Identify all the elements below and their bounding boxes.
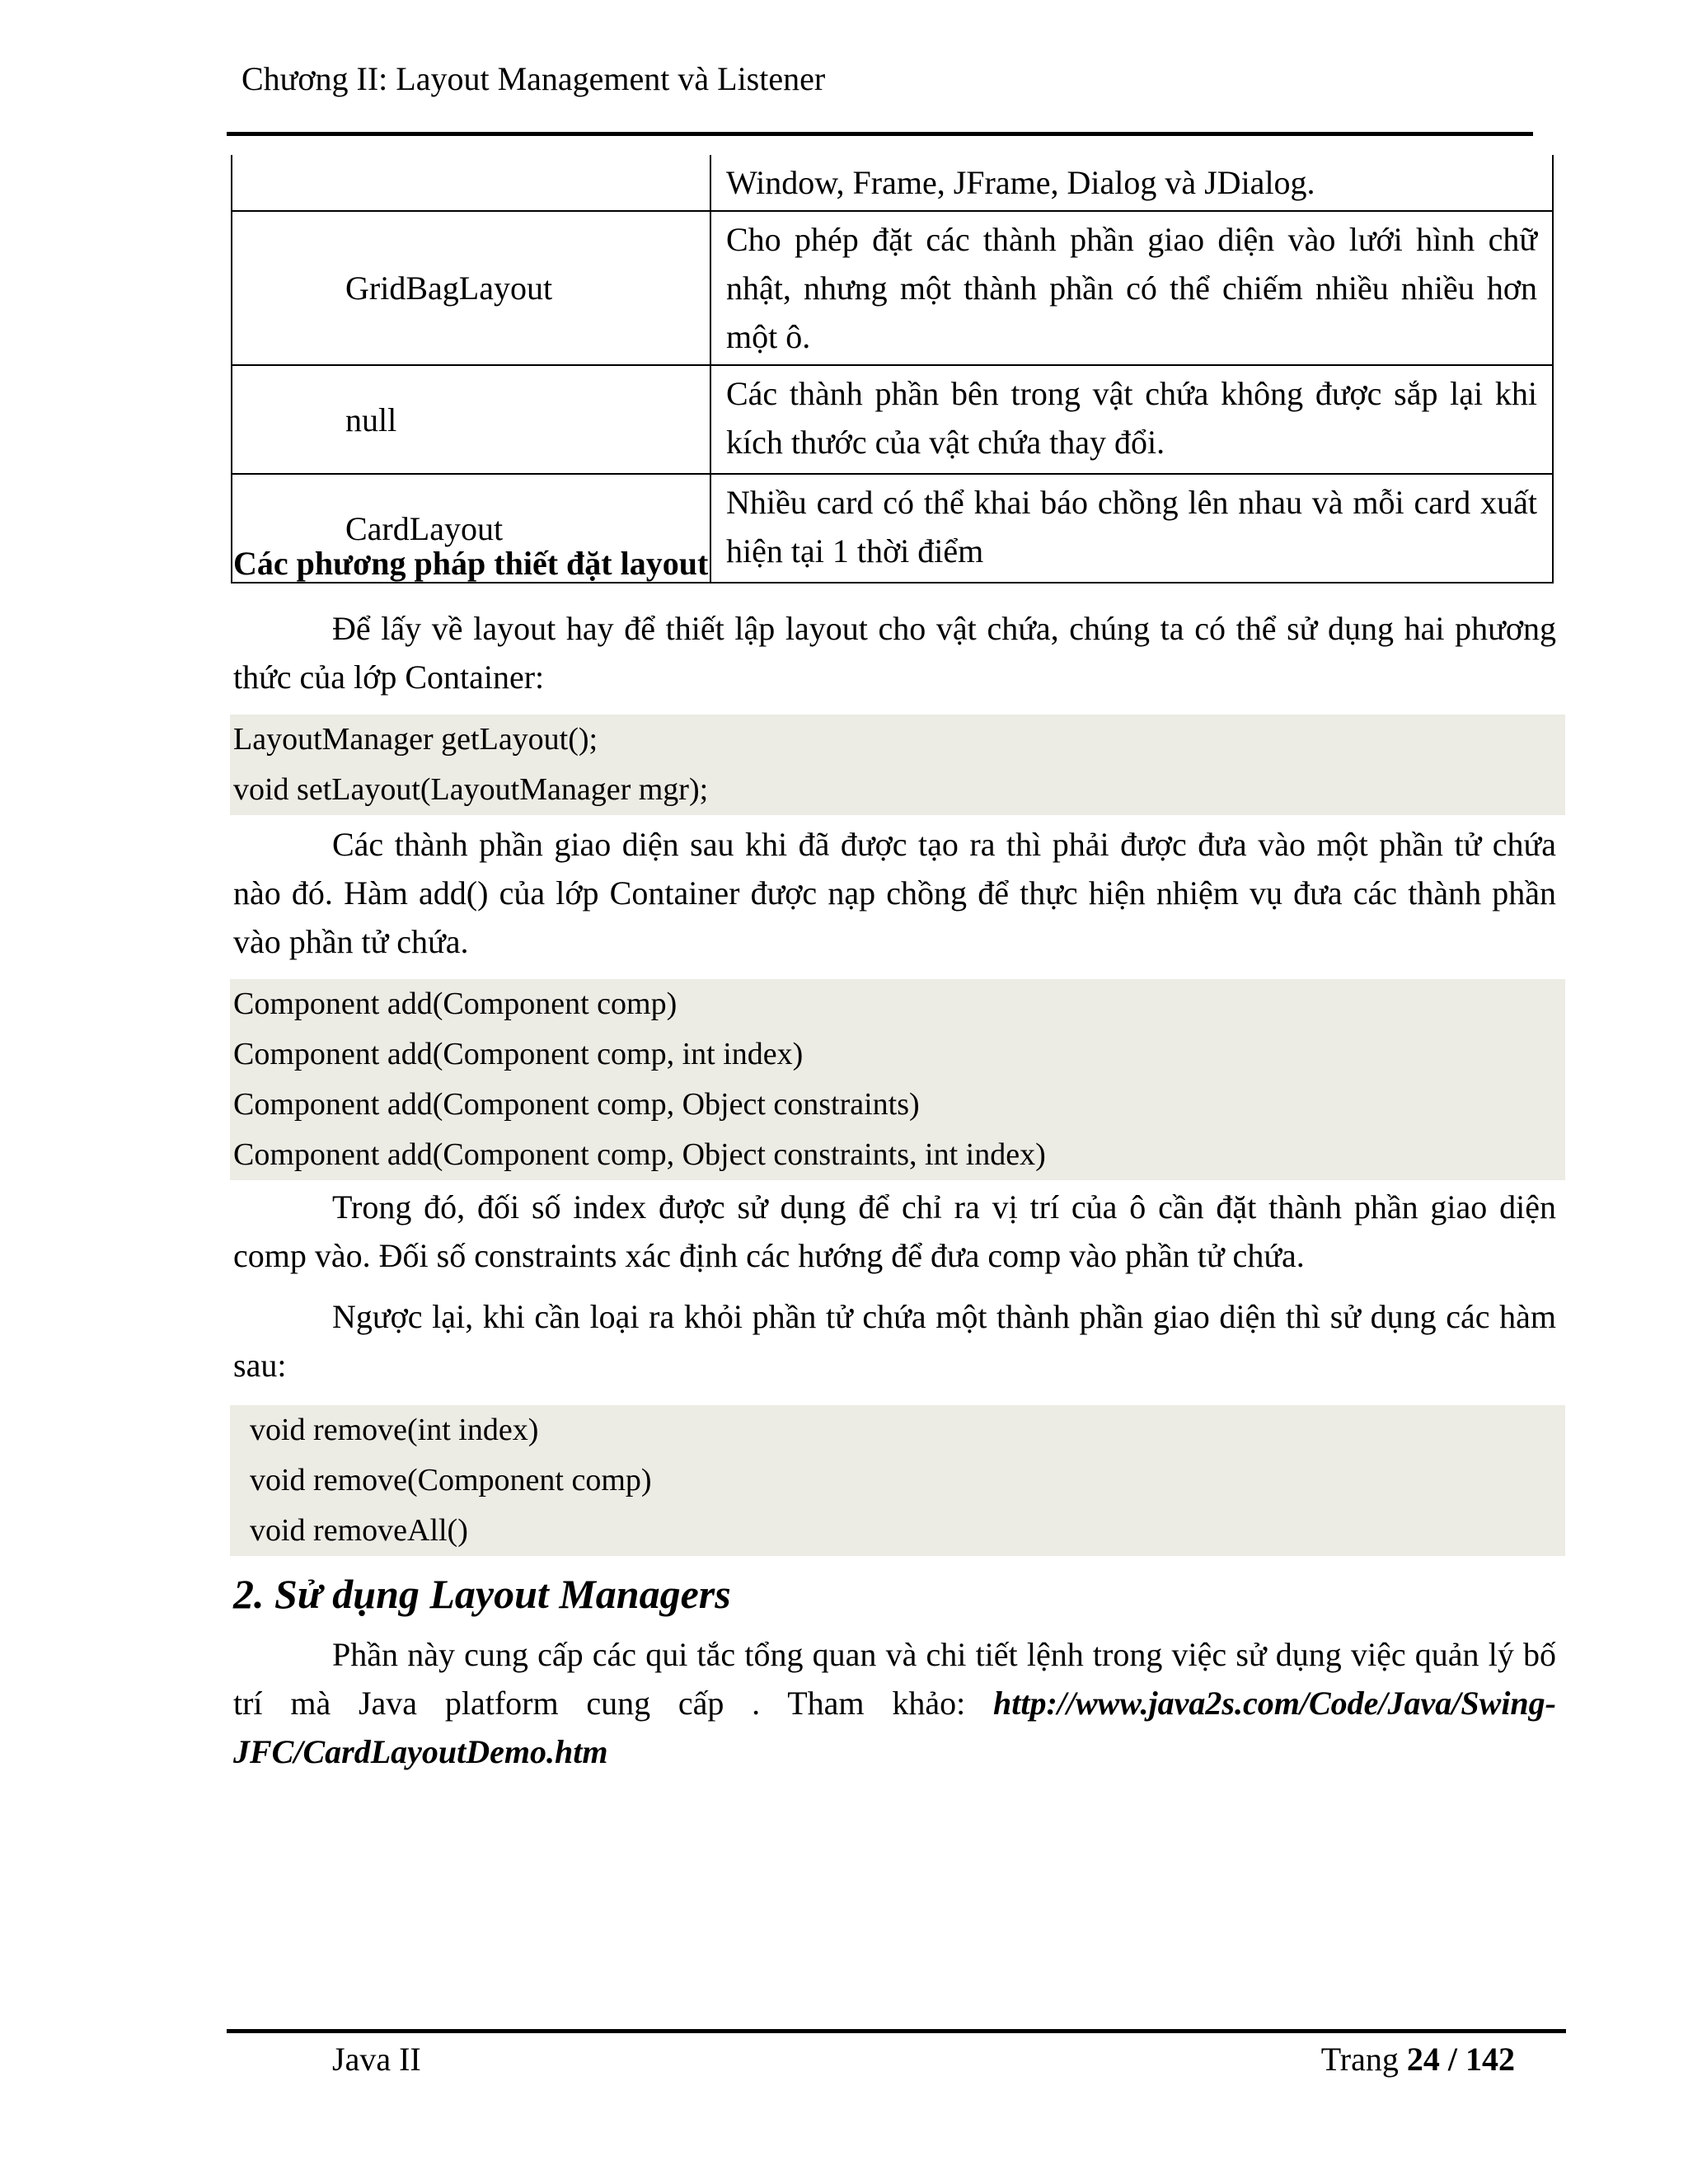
table-cell-name: GridBagLayout (232, 211, 710, 365)
footer-page-number (1321, 2040, 1515, 2079)
reference-link[interactable]: http://www.java2s.com/Code/Java/Swing-JFC/CardLayoutDemo.htm (233, 1685, 1556, 1770)
paragraph-5-text: Phần này cung cấp các qui tắc tổng quan và chi tiết lệnh trong việc sử dụng việc quản lý bố trí mà Java platform cung cấp . Tham khảo: (233, 1636, 1556, 1722)
code-line: void remove(Component comp) (250, 1463, 652, 1497)
table-cell-desc: Nhiều card có thể khai báo chồng lên nhau và mỗi card xuất hiện tại 1 thời điểm (710, 474, 1553, 583)
subheading-methods: Các phương pháp thiết đặt layout (233, 545, 709, 582)
footer-rule (227, 2029, 1566, 2033)
table-row (232, 211, 1553, 365)
paragraph-2: Các thành phần giao diện sau khi đã được tạo ra thì phải được đưa vào một phần tử chứa nào đó. Hàm add() của lớp Container được nạp chồng để thực hiện nhiệm vụ đưa các thành phần vào phần tử chứa. (233, 826, 1556, 960)
code-line: void setLayout(LayoutManager mgr); (233, 772, 709, 807)
table-cell-desc: Window, Frame, JFrame, Dialog và JDialog. (710, 155, 1553, 211)
table-cell-desc: Cho phép đặt các thành phần giao diện vào lưới hình chữ nhật, nhưng một thành phần có thể chiếm nhiều nhiều hơn một ô. (710, 211, 1553, 365)
table-cell-name (232, 155, 710, 211)
footer-course-name: Java II (332, 2041, 421, 2078)
layout-managers-table (231, 155, 1554, 583)
table-cell-name: CardLayout (232, 474, 710, 583)
page-header-title: Chương II: Layout Management và Listener (241, 60, 826, 97)
code-line: Component add(Component comp, Object constraints) (233, 1087, 920, 1122)
code-line: void removeAll() (250, 1513, 468, 1548)
header-rule (227, 132, 1533, 136)
code-line: Component add(Component comp) (233, 987, 678, 1021)
table-row (232, 155, 1553, 211)
page-total: 142 (1465, 2041, 1515, 2078)
page-label: Trang (1320, 2041, 1407, 2078)
page-separator: / (1439, 2041, 1465, 2078)
table-row (232, 365, 1553, 474)
code-line: Component add(Component comp, int index) (233, 1037, 804, 1071)
paragraph-3: Trong đó, đối số index được sử dụng để chỉ ra vị trí của ô cần đặt thành phần giao diện comp vào. Đối số constraints xác định các hướng để đưa comp vào phần tử chứa. (233, 1188, 1556, 1274)
code-block-1 (230, 715, 1565, 815)
section-title: 2. Sử dụng Layout Managers (233, 1571, 731, 1617)
paragraph-1: Để lấy về layout hay để thiết lập layout cho vật chứa, chúng ta có thể sử dụng hai phương thức của lớp Container: (233, 610, 1556, 696)
paragraph-5 (233, 1630, 1556, 1776)
page-current: 24 (1406, 2041, 1440, 2078)
code-line: Component add(Component comp, Object constraints, int index) (233, 1137, 1046, 1172)
code-block-3 (230, 1405, 1565, 1556)
table-cell-desc: Các thành phần bên trong vật chứa không được sắp lại khi kích thước của vật chứa thay đổi. (710, 365, 1553, 474)
paragraph-4: Ngược lại, khi cần loại ra khỏi phần tử chứa một thành phần giao diện thì sử dụng các hàm sau: (233, 1298, 1556, 1384)
code-line: void remove(int index) (250, 1413, 539, 1447)
code-line: LayoutManager getLayout(); (233, 722, 598, 757)
table-cell-name: null (232, 365, 710, 474)
code-block-2 (230, 979, 1565, 1180)
